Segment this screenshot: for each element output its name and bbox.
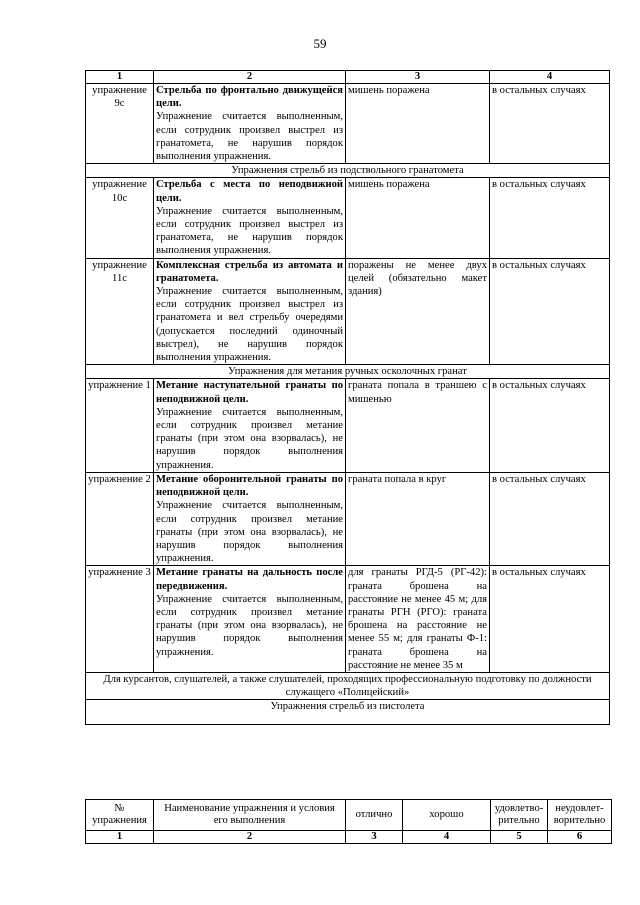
table-row <box>86 178 610 258</box>
exercise-title: Комплексная стрельба из автомата и гранатомета. <box>156 259 343 284</box>
exercise-result: граната попала в круг <box>346 472 490 565</box>
header-unsatisfactory: неудовлет-ворительно <box>548 800 612 831</box>
section-row <box>86 672 610 699</box>
section-title: Упражнения стрельб из подствольного гранатомета <box>86 164 610 178</box>
exercise-other: в остальных случаях <box>490 566 610 673</box>
col-number-3: 3 <box>346 831 403 844</box>
header-satisfactory: удовлетво-рительно <box>491 800 548 831</box>
exercise-other: в остальных случаях <box>490 472 610 565</box>
section-row <box>86 700 610 725</box>
header-exercise-name: Наименование упражнения и условия его выполнения <box>154 800 346 831</box>
exercise-result: для гранаты РГД-5 (РГ-42): граната брошена на расстояние не менее 45 м; для гранаты РГН (РГО): граната брошена на расстояние не менее 55 м; для гранаты Ф-1: граната брошена на расстояние не менее 35 м <box>346 566 490 673</box>
exercise-description <box>154 84 346 164</box>
exercise-number: упражнение 11с <box>86 258 154 365</box>
exercise-number: упражнение 1 <box>86 379 154 472</box>
col-number-1: 1 <box>86 71 154 84</box>
table-row <box>86 258 610 365</box>
table-row <box>86 379 610 472</box>
table-row <box>86 84 610 164</box>
exercise-condition: Упражнение считается выполненным, если сотрудник произвел выстрел из гранатомета и вел стрельбу очередями (допускается последний одиночный выстрел), не нарушив порядок выполнения упражнения. <box>156 286 343 364</box>
exercise-table <box>85 70 610 725</box>
exercise-title: Метание гранаты на дальность после передвижения. <box>156 567 343 592</box>
col-number-2: 2 <box>154 71 346 84</box>
exercise-condition: Упражнение считается выполненным, если сотрудник произвел выстрел из гранатомета, не нарушив порядок выполнения упражнения. <box>156 111 343 163</box>
column-number-row <box>86 71 610 84</box>
header-good: хорошо <box>403 800 491 831</box>
exercise-number: упражнение 10с <box>86 178 154 258</box>
pistol-column-number-row <box>86 831 612 844</box>
exercise-title: Метание оборонительной гранаты по неподвижной цели. <box>156 473 343 499</box>
section-title: Упражнения стрельб из пистолета <box>86 700 610 725</box>
exercise-other: в остальных случаях <box>490 379 610 472</box>
exercise-description <box>154 258 346 365</box>
pistol-header-row <box>86 800 612 831</box>
exercise-result: поражены не менее двух целей (обязательно макет здания) <box>346 258 490 365</box>
exercise-condition: Упражнение считается выполненным, если сотрудник произвел метание гранаты (при этом она взорвалась), не нарушив порядок выполнения упражнения. <box>156 500 343 565</box>
table-row <box>86 566 610 673</box>
exercise-description <box>154 472 346 565</box>
exercise-condition: Упражнение считается выполненным, если сотрудник произвел выстрел из гранатомета, не нарушив порядок выполнения упражнения. <box>156 205 343 257</box>
col-number-3: 3 <box>346 71 490 84</box>
pistol-exercise-table <box>85 799 612 844</box>
exercise-number: упражнение 3 <box>86 566 154 673</box>
exercise-description <box>154 379 346 472</box>
col-number-4: 4 <box>403 831 491 844</box>
col-number-4: 4 <box>490 71 610 84</box>
exercise-result: мишень поражена <box>346 178 490 258</box>
col-number-1: 1 <box>86 831 154 844</box>
exercise-title: Метание наступательной гранаты по неподвижной цели. <box>156 380 343 405</box>
exercise-condition: Упражнение считается выполненным, если сотрудник произвел метание гранаты (при этом она взорвалась), не нарушив порядок выполнения упражнения. <box>156 406 343 471</box>
exercise-number: упражнение 2 <box>86 472 154 565</box>
table-row <box>86 472 610 565</box>
section-title: Для курсантов, слушателей, а также слушателей, проходящих профессиональную подготовку по должности служащего «Полицейский» <box>86 672 610 699</box>
exercise-result: мишень поражена <box>346 84 490 164</box>
exercise-title: Стрельба с места по неподвижной цели. <box>156 179 343 204</box>
section-title: Упражнения для метания ручных осколочных гранат <box>86 365 610 379</box>
exercise-condition: Упражнение считается выполненным, если сотрудник произвел метание гранаты (при этом она взорвалась), не нарушив порядок выполнения упражнения. <box>156 593 343 658</box>
exercise-other: в остальных случаях <box>490 178 610 258</box>
exercise-result: граната попала в траншею с мишенью <box>346 379 490 472</box>
exercise-other: в остальных случаях <box>490 84 610 164</box>
section-row <box>86 365 610 379</box>
col-number-6: 6 <box>548 831 612 844</box>
exercise-title: Стрельба по фронтально движущейся цели. <box>156 85 343 110</box>
exercise-description <box>154 178 346 258</box>
page-number: 59 <box>313 36 327 51</box>
exercise-description <box>154 566 346 673</box>
section-row <box>86 164 610 178</box>
header-excellent: отлично <box>346 800 403 831</box>
header-exercise-number: № упражнения <box>86 800 154 831</box>
col-number-2: 2 <box>154 831 346 844</box>
exercise-number: упражнение 9с <box>86 84 154 164</box>
exercise-other: в остальных случаях <box>490 258 610 365</box>
col-number-5: 5 <box>491 831 548 844</box>
